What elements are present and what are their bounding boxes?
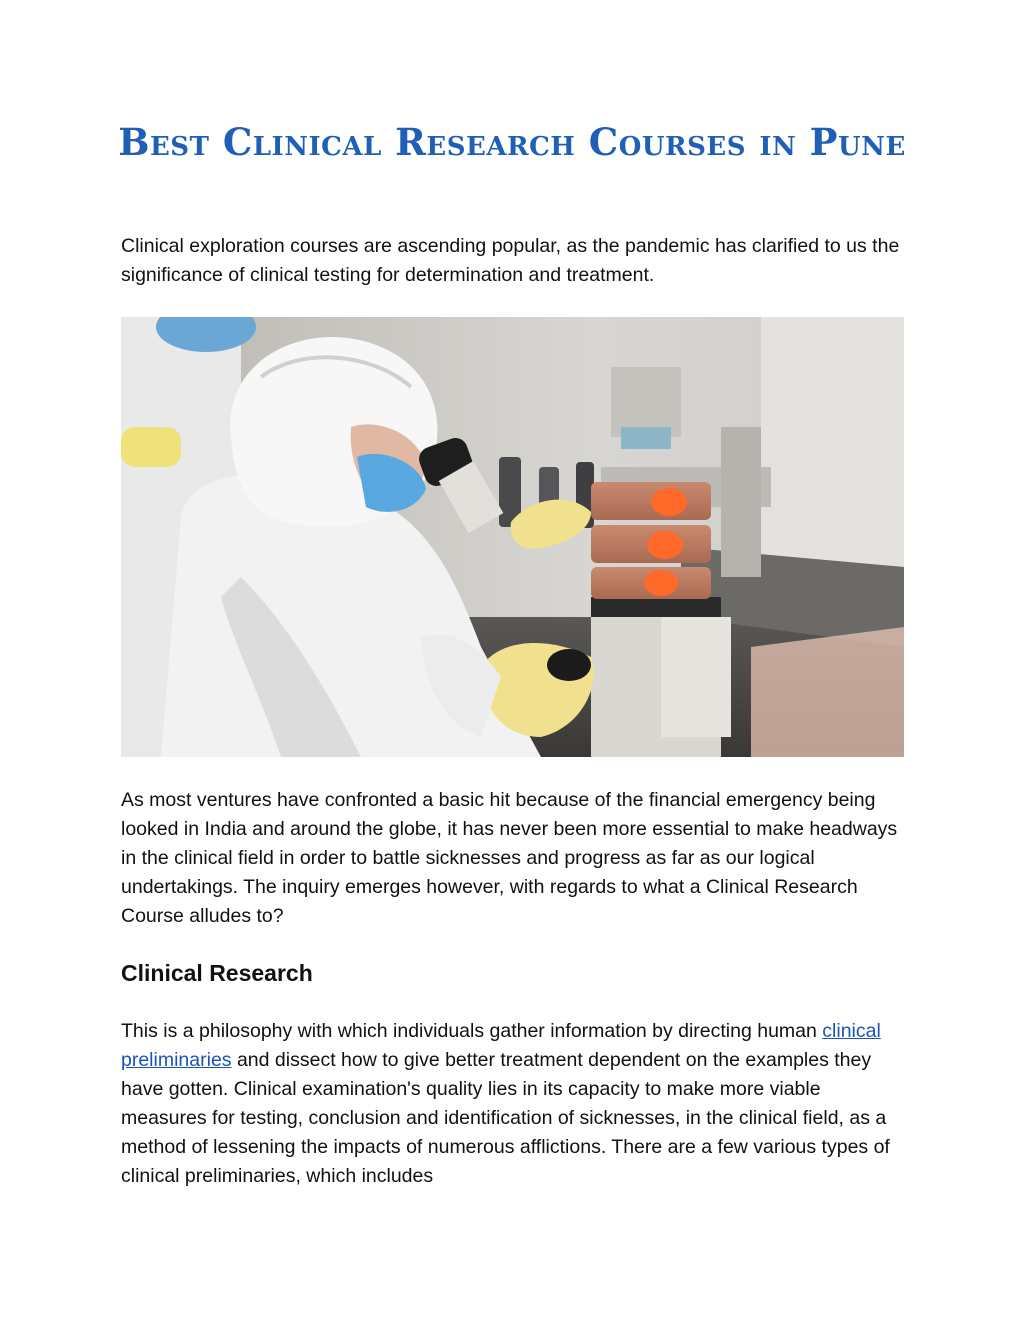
- paragraph3-text-start: This is a philosophy with which individuals gather information by directing human: [121, 1020, 823, 1042]
- clinical-preliminaries-link[interactable]: clinical preliminaries: [121, 1020, 881, 1071]
- body-paragraph-2: As most ventures have confronted a basic hit because of the financial emergency being looked in India and around the globe, it has never been more essential to make headways in the clinical field in order to battle sicknesses and progress as far as our logical undertakings. The inquiry emerges however, with regards to what a Clinical Research Course alludes to?: [121, 789, 898, 927]
- section-heading: Clinical Research: [121, 960, 313, 986]
- body-paragraph-3: [121, 1017, 911, 1191]
- intro-paragraph: Clinical exploration courses are ascending popular, as the pandemic has clarified to us the significance of clinical testing for determination and treatment.: [121, 235, 900, 286]
- lab-photo-illustration: [121, 317, 904, 757]
- lab-photo: [121, 317, 904, 757]
- page-title: Best Clinical Research Courses in Pune: [118, 120, 906, 164]
- paragraph3-text-end: and dissect how to give better treatment dependent on the examples they have gotten. Clinical examination's quality lies in its capacity to make more viable measures for testing, conclusion and identification of sicknesses, in the clinical field, as a method of lessening the impacts of numerous afflictions. There are a few various types of clinical preliminaries, which includes: [121, 1049, 890, 1187]
